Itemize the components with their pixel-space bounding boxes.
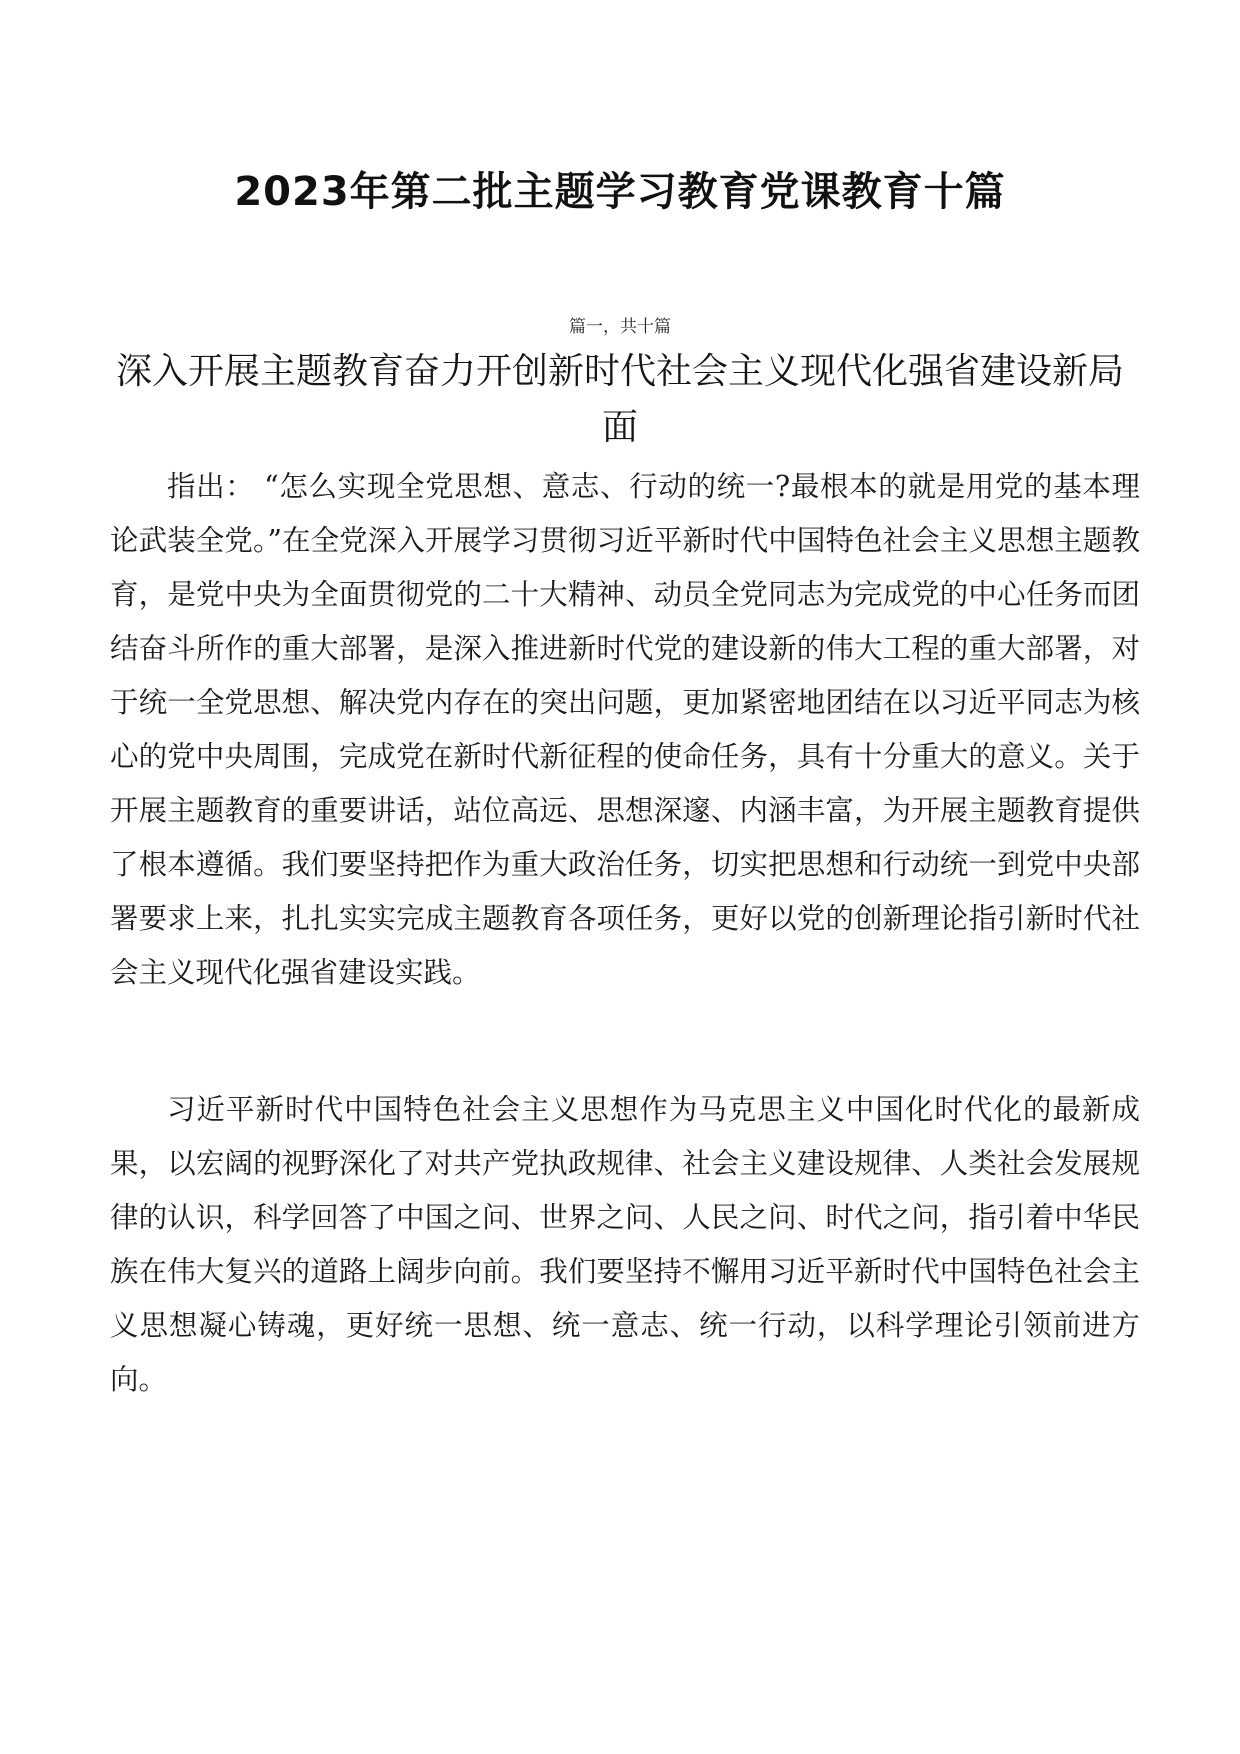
body-paragraph: 习近平新时代中国特色社会主义思想作为马克思主义中国化时代化的最新成果，以宏阔的视野深化了对共产党执政规律、社会主义建设规律、人类社会发展规律的认识，科学回答了中国之问、世界之问、人民之问、时代之问，指引着中华民族在伟大复兴的道路上阔步向前。我们要坚持不懈用习近平新时代中国特色社会主义思想凝心铸魂，更好统一思想、统一意志、统一行动，以科学理论引领前进方向。	[110, 1093, 1140, 1396]
article-index-label: 篇一，共十篇	[569, 317, 671, 337]
article-title: 深入开展主题教育奋力开创新时代社会主义现代化强省建设新局面	[115, 351, 1124, 448]
document-title: 2023年第二批主题学习教育党课教育十篇	[234, 169, 1006, 215]
body-paragraph: 指出： “怎么实现全党思想、意志、行动的统一?最根本的就是用党的基本理论武装全党。”在全党深入开展学习贯彻习近平新时代中国特色社会主义思想主题教育，是党中央为全面贯彻党的二十大精神、动员全党同志为完成党的中心任务而团结奋斗所作的重大部署，是深入推进新时代党的建设新的伟大工程的重大部署，对于统一全党思想、解决党内存在的突出问题，更加紧密地团结在以习近平同志为核心的党中央周围，完成党在新时代新征程的使命任务，具有十分重大的意义。关于开展主题教育的重要讲话，站位高远、思想深邃、内涵丰富，为开展主题教育提供了根本遵循。我们要坚持把作为重大政治任务，切实把思想和行动统一到党中央部署要求上来，扎扎实实完成主题教育各项任务，更好以党的创新理论指引新时代社会主义现代化强省建设实践。	[110, 470, 1140, 989]
